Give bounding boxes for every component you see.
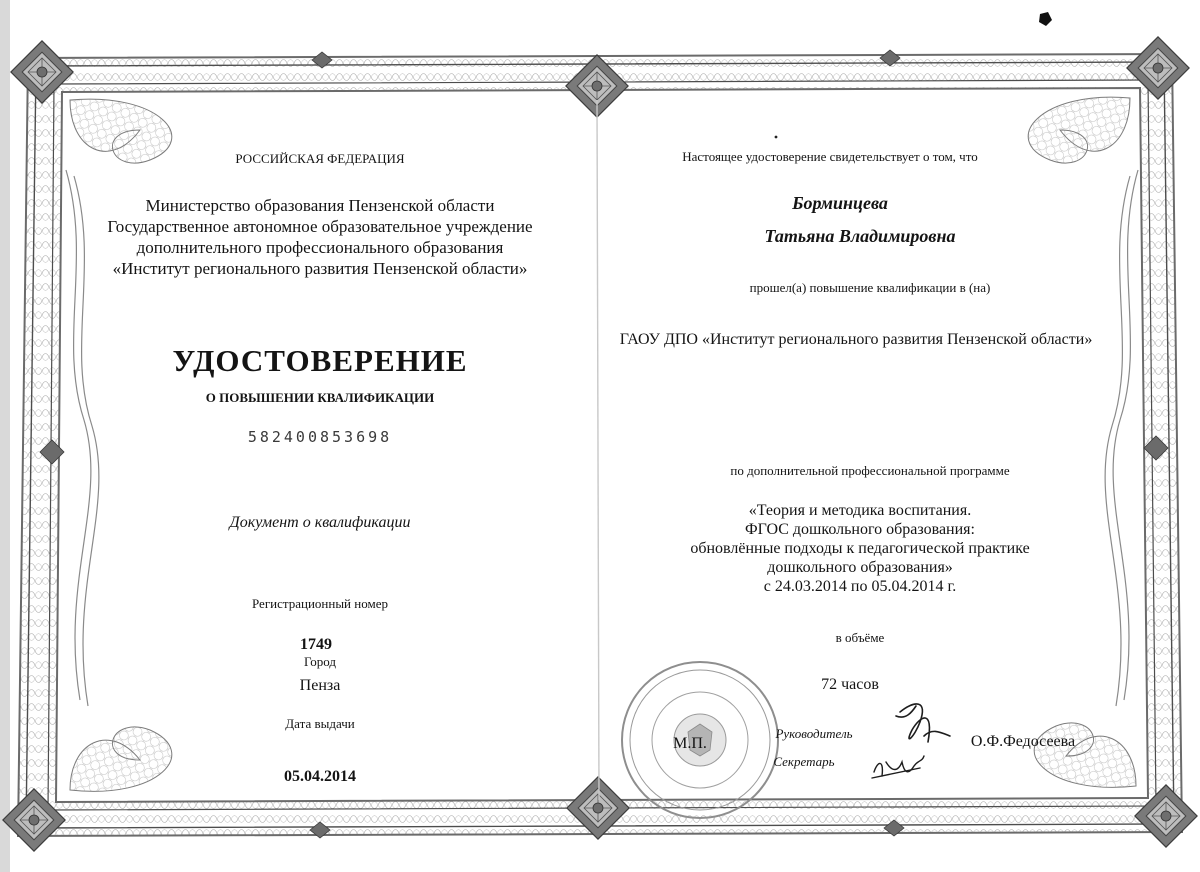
issuer-line: дополнительного профессионального образования [136,238,504,257]
issue-date: 05.04.2014 [284,768,356,785]
program-line: обновлённые подходы к педагогической практике [690,540,1030,557]
holder-surname: Борминцева [792,193,888,213]
volume-label: в объёме [835,630,885,645]
holder-given-names: Татьяна Владимировна [764,226,956,246]
program-line: дошкольного образования» [767,559,953,576]
registration-label: Регистрационный номер [252,596,388,611]
issuer-line: Государственное автономное образовательное учреждение [107,217,533,236]
country-name: РОССИЙСКАЯ ФЕДЕРАЦИЯ [235,151,405,166]
program-label: по дополнительной профессиональной программе [730,463,1010,478]
document-title: УДОСТОВЕРЕНИЕ [172,343,468,378]
issue-date-label: Дата выдачи [285,716,355,731]
issuer-line: «Институт регионального развития Пензенской области» [112,259,528,278]
director-name: О.Ф.Федосеева [970,733,1076,750]
program-title [620,501,1100,596]
issuer-block [100,195,540,279]
institution-name: ГАОУ ДПО «Институт регионального развития Пензенской области» [619,331,1093,348]
serial-number: 582400853698 [247,428,393,446]
certificate-intro: Настоящее удостоверение свидетельствует о том, что [682,149,978,164]
registration-number: 1749 [300,636,332,653]
document-type: Документ о квалификации [229,514,411,531]
volume-value: 72 часов [821,676,879,693]
director-label: Руководитель [775,726,853,741]
issuer-line: Министерство образования Пензенской области [145,196,495,215]
seal-label: М.П. [673,735,707,752]
secretary-label: Секретарь [773,754,835,769]
program-line: «Теория и методика воспитания. [748,502,972,519]
city-label: Город [303,654,337,669]
program-line: ФГОС дошкольного образования: [745,521,975,538]
document-subtitle: О ПОВЫШЕНИИ КВАЛИФИКАЦИИ [205,390,435,405]
city-name: Пенза [299,677,341,694]
completed-label: прошел(а) повышение квалификации в (на) [749,280,991,295]
study-period: с 24.03.2014 по 05.04.2014 г. [763,578,957,595]
